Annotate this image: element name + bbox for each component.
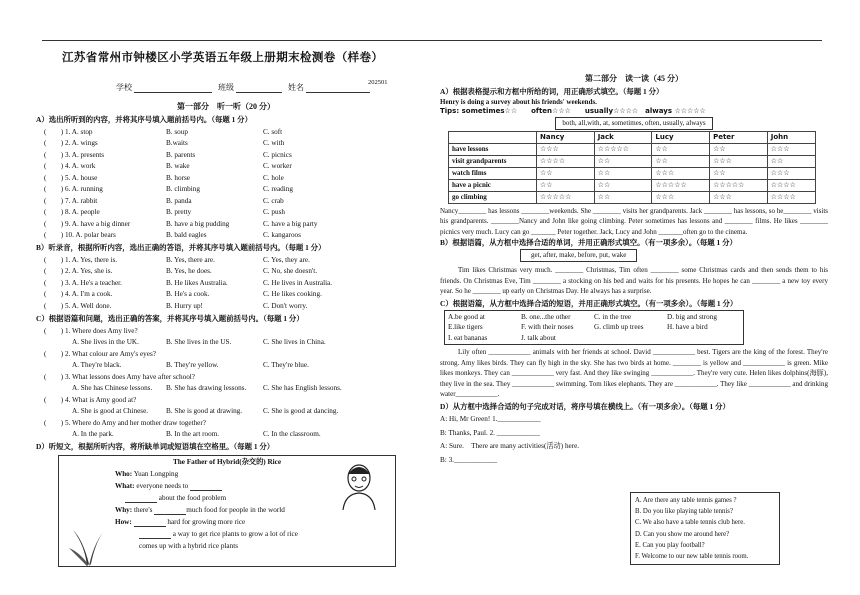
- option-b[interactable]: B. She lives in the US.: [166, 338, 232, 346]
- option-b[interactable]: B. He's a cook.: [166, 290, 210, 299]
- option-c[interactable]: C. Don't worry.: [263, 301, 308, 310]
- question-row: [36, 278, 416, 290]
- options-row: [36, 406, 416, 418]
- option-c[interactable]: C. He likes cooking.: [263, 290, 322, 299]
- reading-b-passage: Tim likes Christmas very much. ________ Christmas, Tim often ________ some Christmas cards and then sends them to his friends. On Christmas Eve, Tim ________ a stocking on his bed and waits for his presents. He hopes he can ________ a new toy every year. So he ________ up early on Christmas Day. He always has a surprise.: [440, 266, 828, 295]
- question-text: ( ) 4. What is Amy good at?: [44, 395, 137, 404]
- top-rule: [42, 40, 822, 41]
- table-row: [449, 179, 816, 191]
- table-row: [449, 131, 816, 143]
- option-c[interactable]: C. In the classroom.: [263, 430, 321, 438]
- sentence-option: B. Do you like playing table tennis?: [635, 508, 733, 516]
- option-c[interactable]: C. She has English lessons.: [263, 384, 342, 392]
- part2-heading: 第二部分 读一读（45 分）: [585, 74, 683, 83]
- option-c[interactable]: C. with: [263, 139, 285, 147]
- question-row: [36, 301, 416, 313]
- table-cell: ☆☆: [652, 155, 710, 167]
- blank-2[interactable]: [125, 496, 157, 503]
- option-a[interactable]: ( ) 2. A. wings: [44, 139, 98, 147]
- how-label: How:: [115, 517, 132, 526]
- phrase-option: E.like tigers: [448, 323, 483, 331]
- section-d-heading: D）听短文，根据所听内容，将所缺单词或短语填在空格里。（每题 1 分）: [36, 442, 275, 452]
- exam-code: 202501: [368, 79, 388, 86]
- dialogue: [440, 413, 828, 468]
- option-a[interactable]: A. She has Chinese lessons.: [72, 384, 153, 392]
- option-a[interactable]: ( ) 8. A. people: [44, 208, 100, 216]
- option-b[interactable]: B. She is good at drawing.: [166, 407, 243, 415]
- option-c[interactable]: C. hole: [263, 173, 284, 182]
- school-field[interactable]: [134, 85, 212, 93]
- survey-table: [448, 131, 816, 204]
- part1-listening: [36, 100, 416, 567]
- phrase-option: J. talk about: [521, 333, 556, 342]
- question-row: [36, 161, 416, 173]
- option-a[interactable]: ( ) 1. A. stop: [44, 127, 93, 136]
- question-row: [36, 289, 416, 301]
- options-row: [36, 337, 416, 349]
- portrait-icon: [339, 460, 379, 510]
- column-header: [449, 131, 537, 143]
- table-cell: ☆☆: [537, 167, 595, 179]
- column-header: Jack: [594, 131, 652, 143]
- options-row: [36, 429, 416, 441]
- phrase-option: I. eat bananas: [448, 333, 488, 342]
- who-value: Yuan Longping: [133, 469, 179, 478]
- row-header: visit grandparents: [449, 155, 537, 167]
- question-row: [36, 184, 416, 196]
- phrase-row: [448, 312, 740, 323]
- question-row: [36, 138, 416, 150]
- option-a[interactable]: ( ) 10. A. polar bears: [44, 231, 116, 239]
- option-b[interactable]: B. panda: [166, 196, 192, 205]
- table-row: [449, 143, 816, 155]
- table-cell: ☆☆☆☆☆: [652, 179, 710, 191]
- sentence-option: F. Welcome to our new table tennis room.: [635, 553, 749, 561]
- option-b[interactable]: B. She has drawing lessons.: [166, 384, 247, 392]
- option-c[interactable]: C. picnics: [263, 150, 292, 159]
- box-title: The Father of Hybrid(杂交的) Rice: [172, 457, 282, 466]
- reading-c-passage: Lily often ____________ animals with her friends at school. David ____________ best. Tigers are the king of the forest. They're strong. Amy likes birds. They can fly high in the sky. She has two birds at home. ________ is yellow and ____________ is green. Mike likes monkeys. They can ____________ very fast. And they like swinging ____________. They're very cute. Helen likes dolphins(海豚), they live in the sea. They ____________ swimming. Tom likes elephants. They are ____________. They like ____________ and drinking water____________.: [440, 348, 828, 399]
- section-a-heading: A）选出所听到的内容，并将其序号填入题前括号内。（每题 1 分）: [36, 115, 252, 124]
- option-c[interactable]: C. soft: [263, 127, 283, 136]
- school-label: 学校: [116, 83, 132, 92]
- option-a[interactable]: ( ) 3. A. presents: [44, 150, 105, 159]
- blank-3[interactable]: [154, 508, 186, 515]
- table-cell: ☆☆☆☆: [767, 179, 815, 191]
- option-b[interactable]: B. Yes, he does.: [166, 267, 212, 276]
- question-row: [36, 172, 416, 184]
- phrase-option: C. in the tree: [594, 312, 632, 321]
- how-line2: a way to get rice plants to grow a lot of rice: [172, 529, 298, 538]
- section-b-list: [36, 255, 416, 313]
- blank-5[interactable]: [139, 532, 171, 539]
- option-a[interactable]: ( ) 9. A. have a big dinner: [44, 219, 131, 228]
- option-b[interactable]: B. pretty: [166, 208, 192, 216]
- column-header: Lucy: [652, 131, 710, 143]
- how-line: hard for growing more rice: [167, 517, 246, 526]
- table-cell: ☆☆☆: [767, 143, 815, 155]
- option-a[interactable]: A. In the park.: [72, 430, 114, 438]
- name-field[interactable]: [306, 85, 370, 93]
- option-b[interactable]: B. wake: [166, 162, 190, 170]
- table-cell: ☆☆☆: [710, 191, 768, 203]
- what-label: What:: [115, 481, 135, 490]
- option-a[interactable]: ( ) 2. A. Yes, she is.: [44, 267, 113, 276]
- section-b-heading: B）听录音，根据所听内容，选出正确的答语，并将其序号填入题前括号内。（每题 1 分）: [36, 243, 326, 253]
- section-c-list: [36, 325, 416, 440]
- table-cell: ☆☆: [594, 155, 652, 167]
- table-cell: ☆☆: [594, 167, 652, 179]
- column-header: John: [767, 131, 815, 143]
- options-row: [36, 360, 416, 372]
- option-c[interactable]: C. worker: [263, 162, 292, 170]
- option-a[interactable]: ( ) 5. A. house: [44, 173, 98, 182]
- reading-d-heading: D）从方框中选择合适的句子完成对话，将序号填在横线上。（有一项多余）。（每题 1 分）: [440, 401, 730, 411]
- option-b[interactable]: B. They're yellow.: [166, 361, 219, 369]
- question-row: [36, 149, 416, 161]
- option-c[interactable]: C. reading: [263, 185, 293, 193]
- part2-reading: [440, 72, 828, 468]
- table-cell: ☆☆☆☆: [767, 191, 815, 203]
- phrase-row: [448, 333, 740, 344]
- part1-heading: 第一部分 听一听（20 分）: [177, 102, 275, 111]
- question-text: ( ) 5. Where do Amy and her mother draw together?: [44, 418, 206, 427]
- option-a[interactable]: ( ) 6. A. running: [44, 185, 103, 193]
- option-a[interactable]: ( ) 7. A. rabbit: [44, 196, 98, 205]
- table-cell: ☆☆☆: [710, 155, 768, 167]
- question-row: [36, 207, 416, 219]
- why-line: much food for people in the world: [186, 505, 285, 514]
- phrase-bank: [444, 310, 744, 346]
- option-b[interactable]: B. Yes, there are.: [166, 255, 215, 264]
- why-value: there's: [133, 505, 153, 514]
- table-cell: ☆☆: [594, 191, 652, 203]
- table-cell: ☆☆: [537, 179, 595, 191]
- sentence-option: D. Can you show me around here?: [635, 530, 730, 538]
- table-row: [449, 191, 816, 203]
- phrase-row: [448, 322, 740, 333]
- option-c[interactable]: C. Yes, they are.: [263, 255, 310, 264]
- table-cell: ☆☆☆☆☆: [710, 179, 768, 191]
- class-field[interactable]: [236, 85, 282, 93]
- table-cell: ☆☆☆: [652, 191, 710, 203]
- survey-intro: Henry is doing a survey about his friends' weekends.: [440, 98, 597, 107]
- question-row: [36, 255, 416, 267]
- option-b[interactable]: B.waits: [166, 139, 188, 147]
- rice-plant-icon: [67, 526, 107, 566]
- question-text: ( ) 1. Where does Amy live?: [44, 326, 138, 335]
- option-c[interactable]: C. She is good at dancing.: [263, 407, 339, 415]
- option-c[interactable]: C. She lives in China.: [263, 338, 326, 346]
- phrase-option: G. climb up trees: [594, 323, 644, 331]
- table-row: [449, 167, 816, 179]
- row-header: have lessons: [449, 143, 537, 155]
- name-label: 姓名: [288, 83, 304, 92]
- why-label: Why:: [115, 505, 133, 514]
- who-label: Who:: [115, 469, 133, 478]
- table-cell: ☆☆☆☆: [537, 155, 595, 167]
- column-header: Peter: [710, 131, 768, 143]
- option-b[interactable]: B. soup: [166, 127, 188, 136]
- option-b[interactable]: B. horse: [166, 173, 190, 182]
- sentence-option: E. Can you play football?: [635, 541, 705, 549]
- option-c[interactable]: C. have a big party: [263, 219, 318, 228]
- option-c[interactable]: C. crab: [263, 196, 284, 205]
- dialogue-line: B: Thanks, Paul. 2. ____________: [440, 428, 540, 437]
- table-cell: ☆☆: [767, 155, 815, 167]
- row-header: watch films: [449, 167, 537, 179]
- option-a[interactable]: A. She lives in the UK.: [72, 338, 139, 346]
- sentence-option: C. We also have a table tennis club here.: [635, 519, 745, 527]
- class-label: 班级: [218, 83, 234, 92]
- question-row: [36, 126, 416, 138]
- how-line3: comes up with a hybrid rice plants: [139, 541, 239, 550]
- reading-b-heading: B）根据语篇，从方框中选择合适的单词，并用正确形式填空。（有一项多余）。（每题 1 分）: [440, 238, 737, 247]
- option-b[interactable]: B. In the art room.: [166, 430, 220, 438]
- question-row: [36, 218, 416, 230]
- options-row: [36, 383, 416, 395]
- what-line2: about the food problem: [158, 493, 227, 502]
- option-b[interactable]: B. bald eagles: [166, 231, 207, 239]
- what-value: everyone needs to: [136, 481, 189, 490]
- phrase-option: D. big and strong: [667, 312, 717, 321]
- option-c[interactable]: C. push: [263, 208, 285, 216]
- phrase-option: H. have a bird: [667, 323, 708, 331]
- option-a[interactable]: A. She is good at Chinese.: [72, 407, 149, 415]
- option-b[interactable]: B. Hurry up!: [166, 301, 203, 310]
- option-a[interactable]: ( ) 3. A. He's a teacher.: [44, 278, 122, 287]
- option-a[interactable]: ( ) 5. A. Well done.: [44, 301, 112, 310]
- question-row: [36, 195, 416, 207]
- blank-4[interactable]: [134, 520, 166, 527]
- option-b[interactable]: B. have a big pudding: [166, 219, 230, 228]
- option-a[interactable]: ( ) 4. A. work: [44, 162, 96, 170]
- table-cell: ☆☆☆: [537, 143, 595, 155]
- sentence-option: A. Are there any table tennis games ?: [635, 497, 737, 504]
- reading-a-heading: A）根据表格提示和方框中所给的词，用正确形式填空。（每题 1 分）: [440, 87, 664, 96]
- question-text: ( ) 3. What lessons does Amy have after school?: [44, 372, 195, 381]
- dialogue-line: A: Hi, Mr Green! 1.____________: [440, 415, 541, 423]
- option-c[interactable]: C. He lives in Australia.: [263, 278, 333, 287]
- phrase-option: A.be good at: [448, 312, 485, 321]
- table-cell: ☆☆☆: [767, 167, 815, 179]
- option-b[interactable]: B. parents: [166, 150, 196, 159]
- table-cell: ☆☆☆☆☆: [594, 143, 652, 155]
- table-cell: ☆☆: [652, 143, 710, 155]
- table-cell: ☆☆☆: [652, 167, 710, 179]
- word-bank-a: both, all,with, at, sometimes, often, usually, always: [555, 117, 712, 130]
- question-text: ( ) 2. What colour are Amy's eyes?: [44, 349, 156, 358]
- table-cell: ☆☆: [710, 143, 768, 155]
- row-header: have a picnic: [449, 179, 537, 191]
- section-c-heading: C）根据语篇和问题，选出正确的答案，并将其序号填入题前括号内。（每题 1 分）: [36, 314, 304, 323]
- option-a[interactable]: ( ) 1. A. Yes, there is.: [44, 255, 118, 264]
- option-b[interactable]: B. He likes Australia.: [166, 278, 228, 287]
- option-a[interactable]: ( ) 4. A. I'm a cook.: [44, 290, 113, 299]
- column-header: Nancy: [537, 131, 595, 143]
- section-a-list: [36, 126, 416, 241]
- tips-line: Tips: sometimes☆☆ often☆☆☆ usually☆☆☆☆ always ☆☆☆☆☆: [440, 107, 706, 115]
- sentence-options-box: [630, 492, 780, 565]
- option-c[interactable]: C. kangaroos: [263, 231, 301, 239]
- table-cell: ☆☆: [594, 179, 652, 191]
- hybrid-rice-box: [58, 455, 396, 567]
- dialogue-line: A: Sure. There are many activities(活动) here.: [440, 442, 580, 451]
- question-row: [36, 230, 416, 242]
- option-b[interactable]: B. climbing: [166, 185, 200, 193]
- table-row: [449, 155, 816, 167]
- phrase-option: B. one...the other: [521, 312, 571, 321]
- option-c[interactable]: C. No, she doesn't.: [263, 267, 318, 276]
- reading-a-passage: Nancy________ has lessons ________weekends. She ________ visits her grandparents. Jack ________ has lessons, so he________ visits his grandparents. ________Nancy and John like going climbing. Peter sometimes has lessons and ________ films. He likes ________ picnics very much. Lucy can go _______ Peter together. Jack, Lucy and John _______often go to the cinema.: [440, 206, 828, 236]
- phrase-option: F. with their noses: [521, 323, 574, 331]
- student-info: [116, 83, 370, 93]
- option-a[interactable]: A. They're black.: [72, 361, 122, 369]
- question-row: [36, 266, 416, 278]
- reading-c-heading: C）根据语篇，从方框中选择合适的短语，并用正确形式填空。（有一项多余）。（每题 1 分）: [440, 298, 738, 308]
- option-c[interactable]: C. They're blue.: [263, 361, 309, 369]
- word-bank-b: get, after, make, before, put, wake: [520, 249, 637, 262]
- row-header: go climbing: [449, 191, 537, 203]
- dialogue-line: B: 3.____________: [440, 456, 498, 465]
- blank-1[interactable]: [190, 484, 222, 491]
- table-cell: ☆☆: [710, 167, 768, 179]
- table-cell: ☆☆☆☆☆: [537, 191, 595, 203]
- exam-title: 江苏省常州市钟楼区小学英语五年级上册期末检测卷（样卷）: [62, 50, 384, 64]
